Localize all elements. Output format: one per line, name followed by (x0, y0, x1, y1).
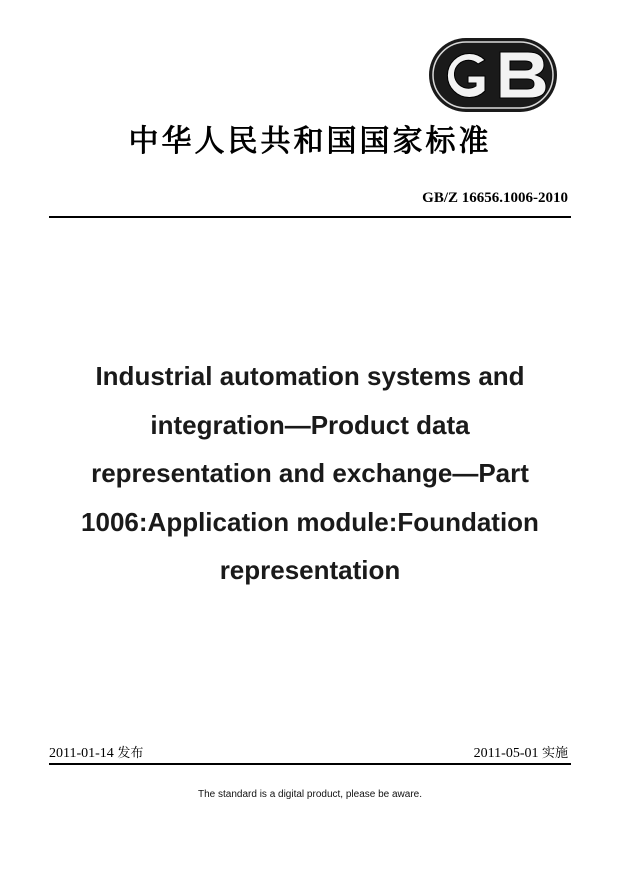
implementation-date (474, 742, 568, 762)
issue-date-value: 2011-01-14 (49, 746, 114, 761)
gb-logo-icon (428, 36, 558, 114)
title-line-5: representation (219, 555, 401, 585)
digital-product-notice: The standard is a digital product, please be aware. (197, 789, 423, 800)
title-line-3: representation and exchange—Part (91, 458, 529, 488)
title-line-2: integration—Product data (150, 409, 470, 440)
issuing-organization: 中华人民共和国国家标准 (128, 124, 492, 159)
title-line-1: Industrial automation systems and (95, 361, 525, 391)
implementation-date-value: 2011-05-01 (473, 746, 539, 761)
document-title (60, 352, 560, 595)
standard-number: GB/Z 16656.1006-2010 (422, 190, 568, 206)
implementation-date-label: 实施 (541, 746, 568, 761)
title-line-4: 1006:Application module:Foundation (81, 506, 539, 537)
issue-date-label: 发布 (117, 746, 144, 761)
top-divider (49, 216, 571, 218)
bottom-divider (49, 763, 571, 765)
issue-date (49, 742, 143, 762)
